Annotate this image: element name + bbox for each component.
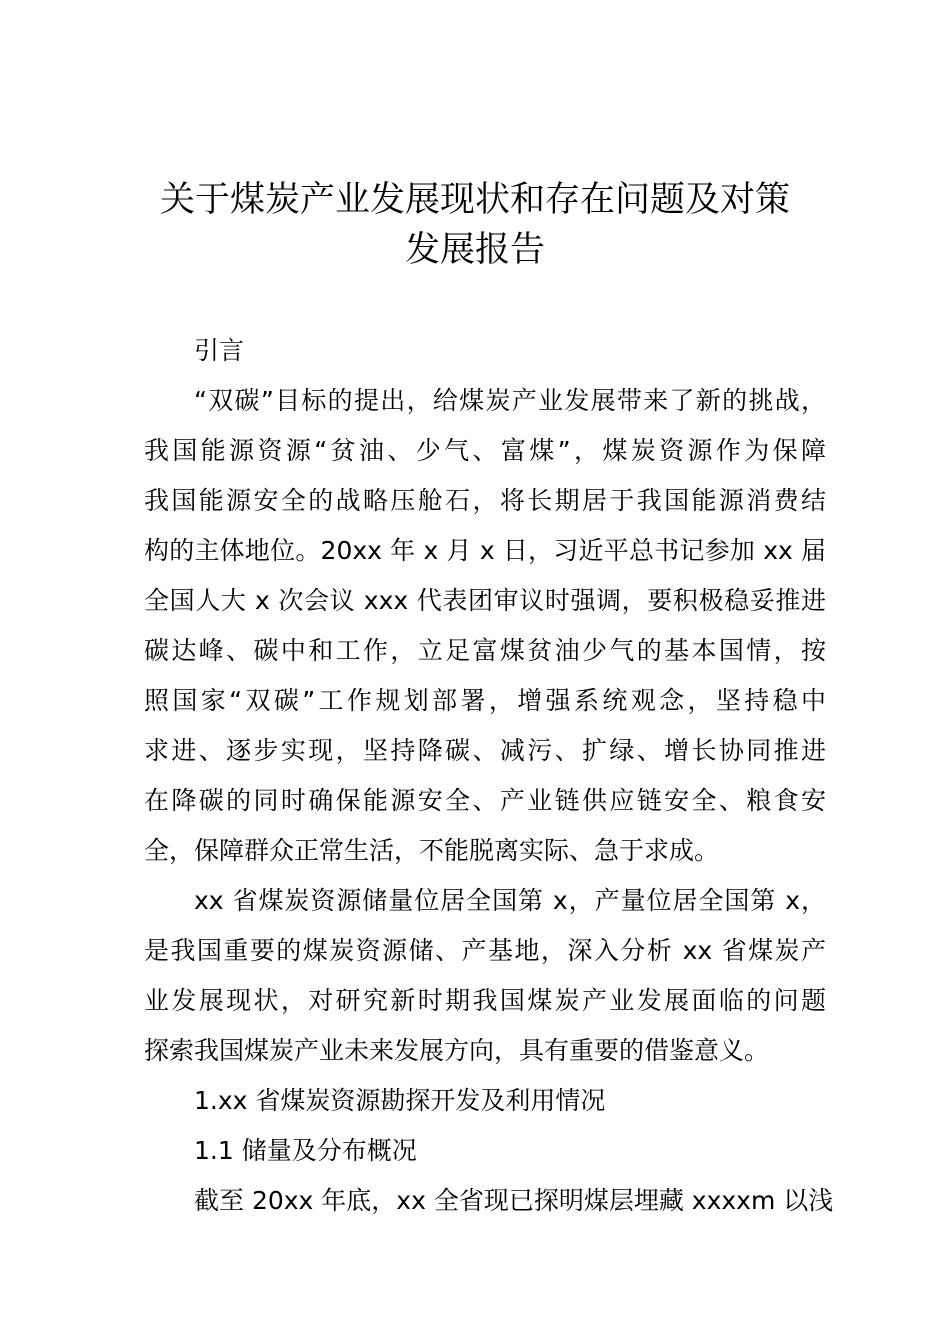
paragraph-line: 业发展现状，对研究新时期我国煤炭产业发展面临的问题: [144, 986, 826, 1015]
paragraph-line: xx 省煤炭资源储量位居全国第 x，产量位居全国第 x，: [194, 886, 826, 915]
paragraph-line: 在降碳的同时确保能源安全、产业链供应链安全、粮食安: [144, 786, 826, 815]
document-title-line-1: 关于煤炭产业发展现状和存在问题及对策: [159, 180, 790, 220]
paragraph-line: 我国能源安全的战略压舱石，将长期居于我国能源消费结: [144, 486, 826, 515]
paragraph-line: 全国人大 x 次会议 xxx 代表团审议时强调，要积极稳妥推进: [144, 586, 826, 615]
section-heading-1-1: 1.1 储量及分布概况: [194, 1136, 417, 1165]
paragraph-line: “双碳”目标的提出，给煤炭产业发展带来了新的挑战，: [194, 386, 826, 415]
paragraph-line: 全，保障群众正常生活，不能脱离实际、急于求成。: [144, 836, 720, 865]
section-heading-1: 1.xx 省煤炭资源勘探开发及利用情况: [194, 1086, 606, 1115]
paragraph-line: 截至 20xx 年底，xx 全省现已探明煤层埋藏 xxxxm 以浅: [194, 1186, 834, 1215]
paragraph-line: 我国能源资源“贫油、少气、富煤”，煤炭资源作为保障: [144, 436, 826, 465]
paragraph-line: 构的主体地位。20xx 年 x 月 x 日，习近平总书记参加 xx 届: [144, 536, 826, 565]
paragraph-line: 探索我国煤炭产业未来发展方向，具有重要的借鉴意义。: [144, 1036, 770, 1065]
paragraph-line: 是我国重要的煤炭资源储、产基地，深入分析 xx 省煤炭产: [144, 936, 826, 965]
paragraph-line: 碳达峰、碳中和工作，立足富煤贫油少气的基本国情，按: [144, 636, 826, 665]
section-heading-intro: 引言: [194, 336, 245, 365]
document-title-line-2: 发展报告: [404, 230, 545, 270]
paragraph-line: 求进、逐步实现，坚持降碳、减污、扩绿、增长协同推进: [144, 736, 826, 765]
paragraph-line: 照国家“双碳”工作规划部署，增强系统观念，坚持稳中: [144, 686, 826, 715]
